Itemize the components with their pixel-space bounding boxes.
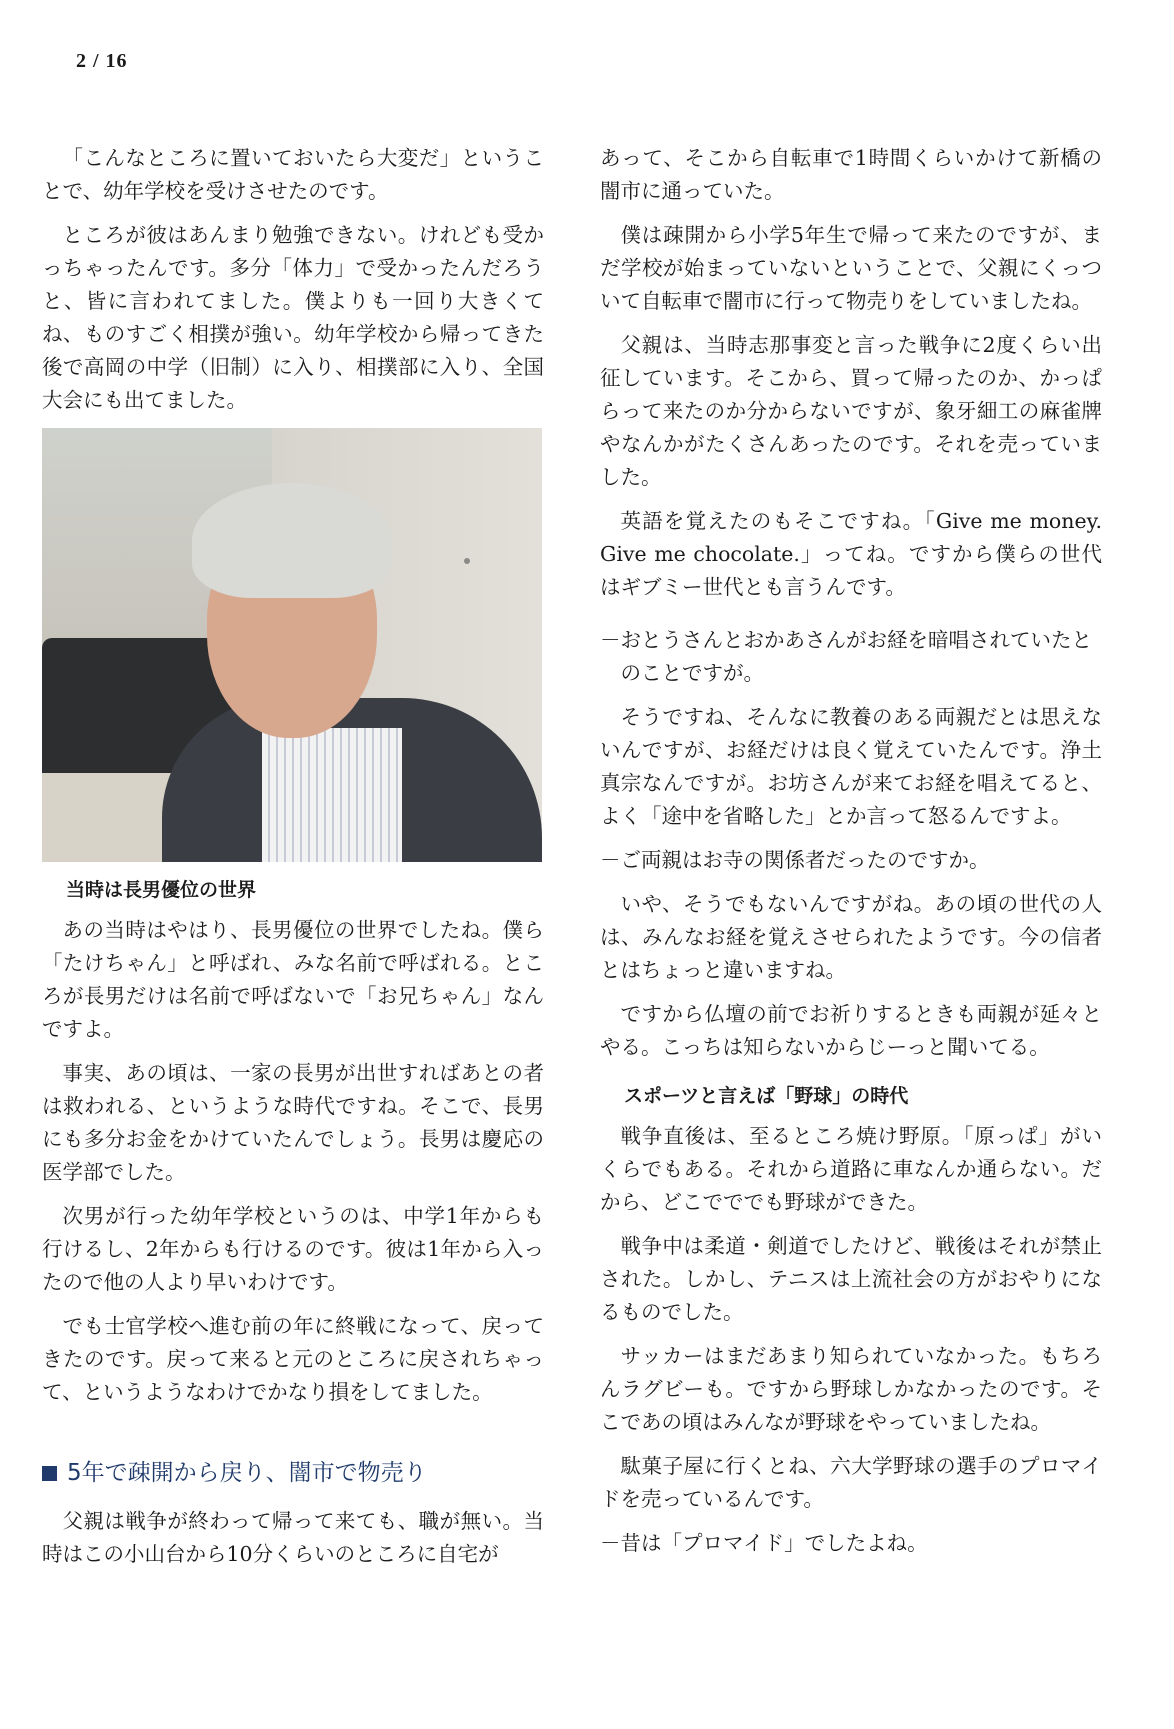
paragraph: ですから仏壇の前でお祈りするときも両親が延々とやる。こっちは知らないからじーっと聞いてる。 <box>600 1002 1102 1059</box>
paragraph: でも士官学校へ進む前の年に終戦になって、戻ってきたのです。戻って来ると元のところに戻されちゃって、というようなわけでかなり損をしてました。 <box>42 1314 544 1404</box>
paragraph: 戦争直後は、至るところ焼け野原。「原っぱ」がいくらでもある。それから道路に車なんか通らない。だから、どこでででも野球ができた。 <box>600 1124 1102 1214</box>
left-column <box>42 142 544 1582</box>
interviewee-photo <box>42 428 542 862</box>
paragraph: 次男が行った幼年学校というのは、中学1年からも行けるし、2年からも行けるのです。彼は1年から入ったので他の人より早いわけです。 <box>42 1204 544 1294</box>
paragraph: いや、そうでもないんですがね。あの頃の世代の人は、みんなお経を覚えさせられたようです。今の信者とはちょっと違いますね。 <box>600 892 1102 982</box>
paragraph: 戦争中は柔道・剣道でしたけど、戦後はそれが禁止された。しかし、テニスは上流社会の方がおやりになるものでした。 <box>600 1234 1102 1324</box>
interview-question: －昔は「プロマイド」でしたよね。 <box>600 1531 928 1555</box>
paragraph: ところが彼はあんまり勉強できない。けれども受かっちゃったんです。多分「体力」で受かったんだろうと、皆に言われてました。僕よりも一回り大きくてね、ものすごく相撲が強い。幼年学校から帰ってきた後で高岡の中学（旧制）に入り、相撲部に入り、全国大会にも出てました。 <box>42 223 544 412</box>
paragraph: あの当時はやはり、長男優位の世界でしたね。僕ら「たけちゃん」と呼ばれ、みな名前で呼ばれる。ところが長男だけは名前で呼ばないで「お兄ちゃん」なんですよ。 <box>42 918 544 1041</box>
paragraph: 父親は戦争が終わって帰って来ても、職が無い。当時はこの小山台から10分くらいのところに自宅が <box>42 1509 544 1566</box>
subheading: スポーツと言えば「野球」の時代 <box>624 1085 909 1107</box>
paragraph: 僕は疎開から小学5年生で帰って来たのですが、まだ学校が始まっていないということで、父親にくっついて自転車で闇市に行って物売りをしていましたね。 <box>600 223 1102 313</box>
right-column <box>600 142 1102 1571</box>
paragraph: 英語を覚えたのもそこですね。「Give me money. Give me chocolate.」ってね。ですから僕らの世代はギブミー世代とも言うんです。 <box>600 509 1102 599</box>
paragraph: 駄菓子屋に行くとね、六大学野球の選手のプロマイドを売っているんです。 <box>600 1454 1102 1511</box>
paragraph: 「こんなところに置いておいたら大変だ」ということで、幼年学校を受けさせたのです。 <box>42 146 544 203</box>
section-title <box>42 1457 544 1489</box>
square-bullet-icon <box>42 1466 57 1481</box>
interview-question: －おとうさんとおかあさんがお経を暗唱されていたとのことですが。 <box>600 628 1092 685</box>
paragraph: そうですね、そんなに教養のある両親だとは思えないんですが、お経だけは良く覚えていたんです。浄土真宗なんですが。お坊さんが来てお経を唱えてると、よく「途中を省略した」とか言って怒るんですよ。 <box>600 705 1102 828</box>
paragraph: 事実、あの頃は、一家の長男が出世すればあとの者は救われる、というような時代ですね。そこで、長男にも多分お金をかけていたんでしょう。長男は慶応の医学部でした。 <box>42 1061 544 1184</box>
paragraph: あって、そこから自転車で1時間くらいかけて新橋の闇市に通っていた。 <box>600 146 1102 203</box>
section-title-text: 5年で疎開から戻り、闇市で物売り <box>67 1460 427 1486</box>
subheading: 当時は長男優位の世界 <box>66 879 257 901</box>
page-number: 2 / 16 <box>76 50 128 72</box>
paragraph: サッカーはまだあまり知られていなかった。もちろんラグビーも。ですから野球しかなかったのです。そこであの頃はみんなが野球をやっていましたね。 <box>600 1344 1102 1434</box>
interview-question: －ご両親はお寺の関係者だったのですか。 <box>600 848 990 872</box>
paragraph: 父親は、当時志那事変と言った戦争に2度くらい出征しています。そこから、買って帰ったのか、かっぱらって来たのか分からないですが、象牙細工の麻雀牌やなんかがたくさんあったのです。それを売っていました。 <box>600 333 1102 489</box>
